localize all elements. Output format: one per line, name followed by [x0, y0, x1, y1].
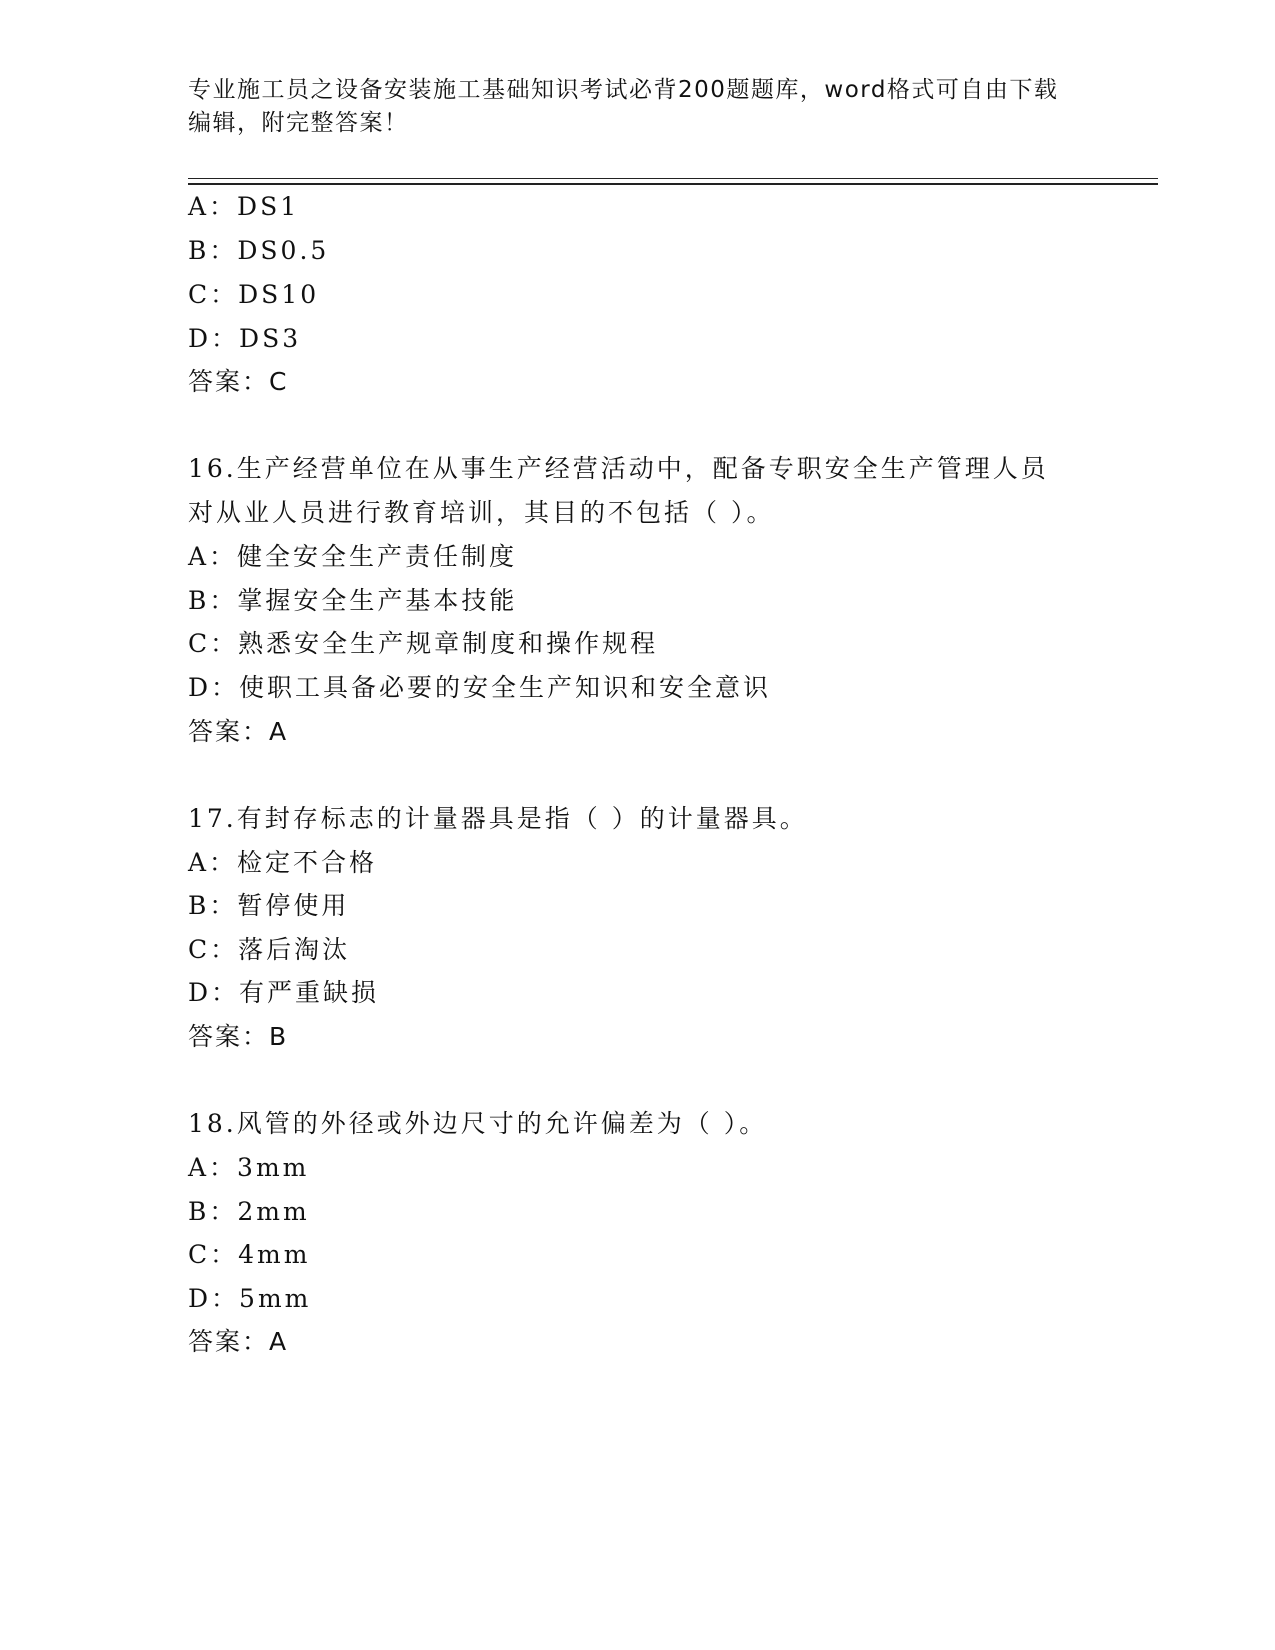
q17-option-a: A：检定不合格: [188, 848, 378, 877]
q15-answer: 答案：C: [188, 367, 289, 396]
q15-option-d: D：DS3: [188, 324, 302, 353]
q18-option-b: B：2mm: [188, 1197, 310, 1226]
document-header: [188, 74, 1088, 140]
q16-option-d: D：使职工具备必要的安全生产知识和安全意识: [188, 673, 772, 702]
q17-answer: 答案：B: [188, 1022, 289, 1051]
q17-stem-line-1: 17.有封存标志的计量器具是指（ ）的计量器具。: [188, 804, 808, 833]
q18-stem-line-1: 18.风管的外径或外边尺寸的允许偏差为（ ）。: [188, 1109, 768, 1138]
q17-option-d: D：有严重缺损: [188, 978, 380, 1007]
q15-option-c: C：DS10: [188, 280, 320, 309]
q15-option-b: B：DS0.5: [188, 236, 330, 265]
header-divider-top: [188, 178, 1158, 179]
q16-answer: 答案：A: [188, 717, 289, 746]
q18-answer: 答案：A: [188, 1327, 289, 1356]
q17-option-c: C：落后淘汰: [188, 935, 351, 964]
q18-option-d: D：5mm: [188, 1284, 312, 1313]
q18-option-a: A：3mm: [188, 1153, 310, 1182]
q16-option-c: C：熟悉安全生产规章制度和操作规程: [188, 629, 659, 658]
q16-option-a: A：健全安全生产责任制度: [188, 542, 518, 571]
header-line-2: 编辑，附完整答案！: [188, 110, 409, 136]
q15-option-a: A：DS1: [188, 192, 300, 221]
q16-stem-line-2: 对从业人员进行教育培训，其目的不包括（ ）。: [188, 498, 775, 527]
q17-option-b: B：暂停使用: [188, 891, 350, 920]
q16-option-b: B：掌握安全生产基本技能: [188, 586, 518, 615]
header-line-1: 专业施工员之设备安装施工基础知识考试必背200题题库，word格式可自由下载: [188, 77, 1059, 103]
q16-stem-line-1: 16.生产经营单位在从事生产经营活动中，配备专职安全生产管理人员: [188, 454, 1049, 483]
header-divider-bottom: [188, 183, 1158, 185]
q18-option-c: C：4mm: [188, 1240, 311, 1269]
